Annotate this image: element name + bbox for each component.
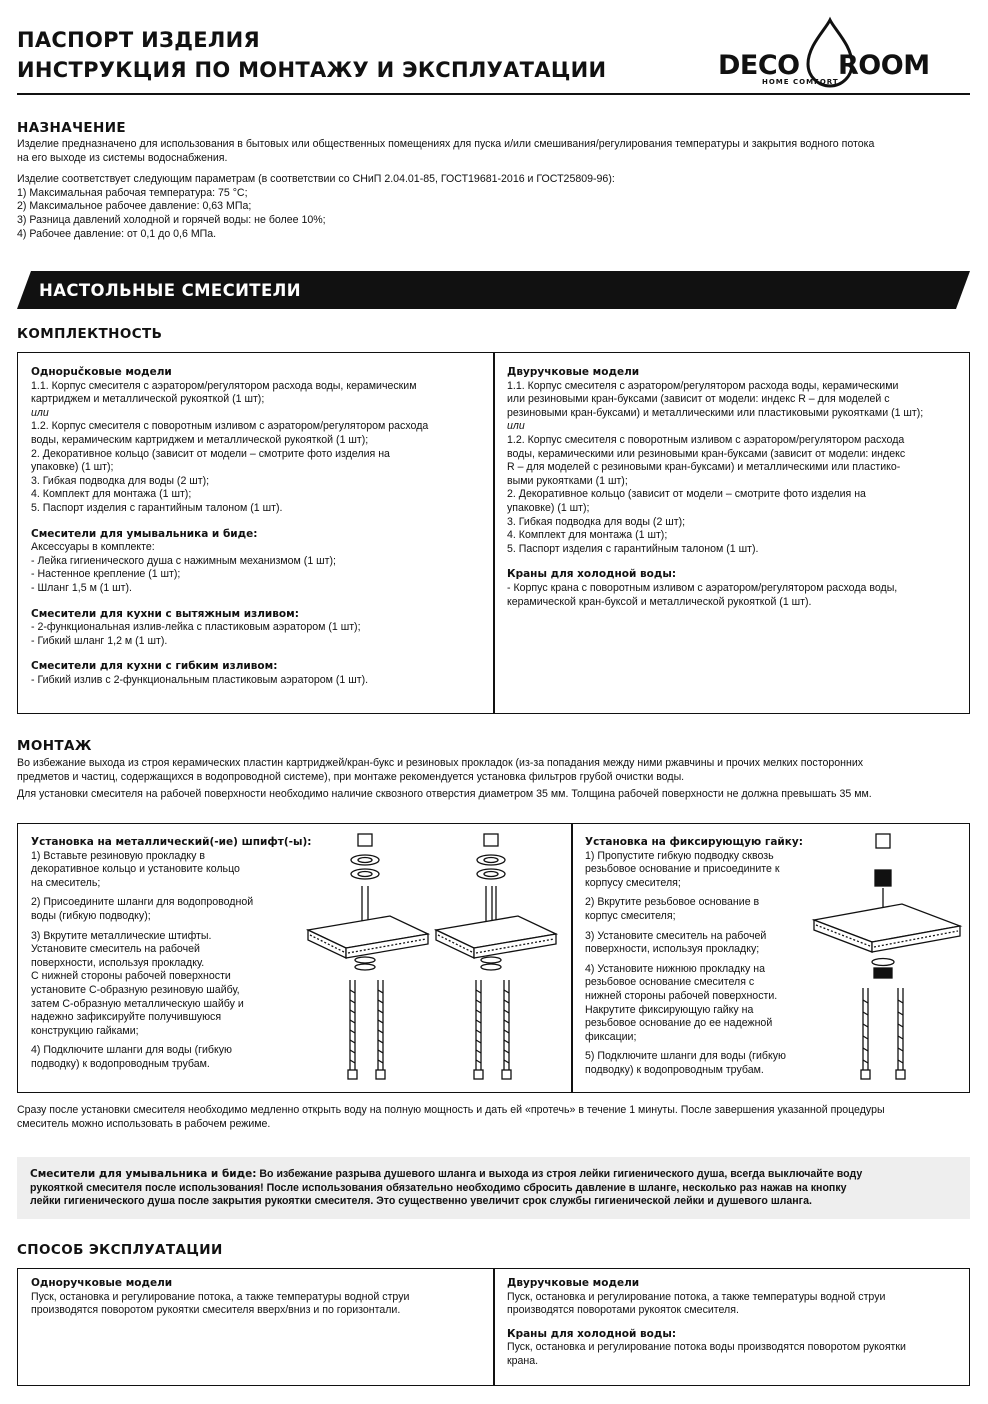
text-line: 1.2. Корпус смесителя с поворотным изливом с аэратором/регулятором расхода: [507, 433, 905, 446]
kit-basin-title: Смесители для умывальника и биде:: [31, 527, 258, 540]
text-line: подводку) к водопроводным трубам.: [31, 1057, 210, 1070]
stud-mount-illustration: [300, 830, 566, 1088]
text-line: 1) Вставьте резиновую прокладку в: [31, 849, 206, 862]
mount-nut-steps: [585, 836, 805, 1078]
text-line: Пуск, остановка и регулирование потока, а также температуры водной струи: [507, 1290, 886, 1303]
text-line: керамической кран-буксой и металлической рукояткой (1 шт).: [507, 595, 812, 608]
mount-text: [17, 757, 977, 802]
text-line: 4) Установите нижнюю прокладку на: [585, 962, 765, 975]
text-line: или резиновыми кран-буксами (зависит от модели: индекс R – для моделей с: [507, 393, 890, 406]
usage-divider: [493, 1268, 495, 1386]
text-line: - Настенное крепление (1 шт);: [31, 568, 181, 581]
text-line: С нижней стороны рабочей поверхности: [31, 970, 231, 983]
brand-logo: [712, 12, 952, 102]
text-line: - Лейка гигиенического душа с нажимным механизмом (1 шт);: [31, 554, 336, 567]
text-line: 1) Максимальная рабочая температура: 75 °С;: [17, 186, 248, 199]
usage-cold-title: Краны для холодной воды:: [507, 1327, 677, 1340]
text-line: 2. Декоративное кольцо (зависит от модели – смотрите фото изделия на: [31, 447, 390, 460]
text-line: или: [31, 406, 49, 419]
text-line: надежно зафиксируйте получившуюся: [31, 1011, 222, 1024]
text-line: Во избежание разрыва душевого шланга и выхода из строя лейки гигиенического душа, всегда выключайте воду: [256, 1168, 863, 1180]
text-line: 4. Комплект для монтажа (1 шт);: [31, 488, 192, 501]
mount-nut-title: Установка на фиксирующую гайку:: [585, 836, 803, 848]
text-line: на смеситель;: [31, 876, 101, 889]
text-line: - Гибкий излив с 2-функциональным пластиковым аэратором (1 шт).: [31, 673, 369, 686]
text-line: 3. Гибкая подводка для воды (2 шт);: [31, 474, 210, 487]
header-rule: [17, 93, 970, 95]
text-line: 3) Разница давлений холодной и горячей воды: не более 10%;: [17, 213, 326, 226]
text-line: 4. Комплект для монтажа (1 шт);: [507, 529, 668, 542]
text-line: затем С-образную металлическую шайбу и: [31, 997, 244, 1010]
usage-single-lever: [31, 1277, 489, 1318]
text-line: Аксессуары в комплекте:: [31, 541, 155, 554]
text-line: конструкцию гайками;: [31, 1024, 139, 1037]
text-line: Изделие предназначено для использования в бытовых или общественных помещениях для пуска и/или смешивания/регулирования температуры и закрытия водного потока: [17, 138, 875, 150]
text-line: предметов и частиц, содержащихся в водопроводной системе), при монтаже рекомендуется установка фильтров грубой очистки воды.: [17, 770, 685, 783]
document-title: ПАСПОРТ ИЗДЕЛИЯ: [17, 28, 260, 52]
logo-word-room: ROOM: [838, 50, 930, 81]
text-line: фиксации;: [585, 1030, 637, 1043]
kit-heading: КОМПЛЕКТНОСТЬ: [17, 326, 163, 342]
usage-heading: СПОСОБ ЭКСПЛУАТАЦИИ: [17, 1242, 223, 1258]
text-line: Сразу после установки смесителя необходимо медленно открыть воду на полную мощность и дать ей «протечь» в течение 1 минуты. После завершения указанной процедуры: [17, 1104, 885, 1116]
text-line: на его выходе из системы водоснабжения.: [17, 151, 228, 164]
kit-flex-title: Смесители для кухни с гибким изливом:: [31, 660, 278, 673]
text-line: 3) Вкрутите металлические штифты.: [31, 929, 212, 942]
text-line: нижней стороны рабочей поверхности.: [585, 989, 778, 1002]
text-line: Установите смеситель на рабочей: [31, 943, 200, 956]
kit-pull-title: Смесители для кухни с вытяжным изливом:: [31, 607, 299, 620]
usage-double-lever: [507, 1277, 967, 1369]
purpose-text: [17, 138, 977, 241]
usage-double-title: Двуручковые модели: [507, 1277, 640, 1289]
text-line: R – для моделей с резиновыми кран-буксами) и металлическими или пластико-: [507, 461, 901, 474]
kit-single-title: Однорučковые модели: [31, 366, 172, 378]
text-line: 1.2. Корпус смесителя с поворотным изливом с аэратором/регулятором расхода: [31, 420, 429, 433]
text-line: 3) Установите смеситель на рабочей: [585, 929, 767, 942]
text-line: 4) Рабочее давление: от 0,1 до 0,6 МПа.: [17, 227, 217, 240]
text-line: декоративное кольцо и установите кольцо: [31, 863, 240, 876]
text-line: воды (гибкую подводку);: [31, 909, 151, 922]
kit-divider: [493, 352, 495, 714]
text-line: воды, керамическими или резиновыми кран-буксами (зависит от модели: индекс: [507, 447, 906, 460]
banner-label: НАСТОЛЬНЫЕ СМЕСИТЕЛИ: [39, 281, 301, 300]
text-line: Накрутите фиксирующую гайку на: [585, 1003, 754, 1016]
text-line: производятся поворотами рукояток смесителя.: [507, 1304, 739, 1317]
text-line: 5) Подключите шланги для воды (гибкую: [585, 1050, 786, 1063]
mount-heading: МОНТАЖ: [17, 738, 92, 754]
text-line: рукояткой смесителя после использования! После использования обязательно необходимо сбросить давление в шланге, несколько раз нажав на кнопку: [30, 1181, 847, 1194]
mount-stud-title: Установка на металлический(-ие) шпифт(-ы):: [31, 836, 312, 848]
after-install-text: [17, 1104, 977, 1131]
text-line: корпус смесителя;: [585, 909, 676, 922]
kit-cold-title: Краны для холодной воды:: [507, 568, 677, 581]
text-line: лейки гигиенического душа после закрытия рукоятки смесителя. Это существенно увеличит срок службы гигиенической лейки и душевого шланга.: [30, 1195, 812, 1208]
text-line: 2) Вкрутите резьбовое основание в: [585, 896, 760, 909]
text-line: поверхности, используя прокладку.: [31, 956, 205, 969]
warning-lead: Смесители для умывальника и биде:: [30, 1168, 257, 1180]
text-line: резиновыми кран-буксами) и металлическими или пластиковыми рукоятками (1 шт);: [507, 406, 924, 419]
text-line: установите С-образную резиновую шайбу,: [31, 983, 240, 996]
text-line: 2. Декоративное кольцо (зависит от модели – смотрите фото изделия на: [507, 488, 866, 501]
text-line: 2) Присоедините шланги для водопроводной: [31, 896, 254, 909]
text-line: Пуск, остановка и регулирование потока воды производятся поворотом рукоятки: [507, 1341, 906, 1354]
warning-text: [30, 1168, 965, 1209]
text-line: воды, керамическим картриджем и металлической рукояткой (1 шт);: [31, 433, 369, 446]
kit-double-title: Двуручковые модели: [507, 366, 640, 378]
text-line: 1.1. Корпус смесителя с аэратором/регулятором расхода воды, керамическим: [31, 379, 417, 392]
text-line: - 2-функциональная излив-лейка с пластиковым аэратором (1 шт);: [31, 621, 361, 634]
text-line: производятся поворотом рукоятки смесителя вверх/вниз и по горизонтали.: [31, 1304, 401, 1317]
text-line: крана.: [507, 1354, 539, 1367]
text-line: упаковке) (1 шт);: [31, 461, 114, 474]
text-line: Пуск, остановка и регулирование потока, а также температуры водной струи: [31, 1290, 410, 1303]
text-line: 5. Паспорт изделия с гарантийным талоном (1 шт).: [31, 501, 283, 514]
text-line: упаковке) (1 шт);: [507, 501, 590, 514]
text-line: Для установки смесителя на рабочей поверхности необходимо наличие сквозного отверстия диаметром 35 мм. Толщина рабочей поверхности не должна превышать 35 мм.: [17, 788, 872, 801]
text-line: 3. Гибкая подводка для воды (2 шт);: [507, 515, 686, 528]
usage-single-title: Одноручковые модели: [31, 1277, 173, 1289]
text-line: 1) Пропустите гибкую подводку сквозь: [585, 849, 774, 862]
text-line: Изделие соответствует следующим параметрам (в соответствии со СНиП 2.04.01-85, ГОСТ19681-2016 и ГОСТ25809-96):: [17, 173, 615, 186]
section-banner: [17, 271, 970, 309]
text-line: 1.1. Корпус смесителя с аэратором/регулятором расхода воды, керамическими: [507, 379, 899, 392]
text-line: или: [507, 420, 525, 433]
text-line: 5. Паспорт изделия с гарантийным талоном (1 шт).: [507, 542, 759, 555]
text-line: смеситель можно использовать в рабочем режиме.: [17, 1117, 271, 1130]
kit-single-lever: [31, 366, 489, 687]
nut-mount-illustration: [808, 830, 966, 1088]
text-line: 2) Максимальное рабочее давление: 0,63 МПа;: [17, 200, 252, 213]
text-line: корпусу смесителя;: [585, 876, 681, 889]
purpose-heading: НАЗНАЧЕНИЕ: [17, 120, 127, 136]
text-line: 4) Подключите шланги для воды (гибкую: [31, 1044, 232, 1057]
text-line: - Шланг 1,5 м (1 шт).: [31, 581, 132, 594]
text-line: - Гибкий шланг 1,2 м (1 шт).: [31, 634, 168, 647]
text-line: резьбовое основание смесителя с: [585, 976, 755, 989]
document-subtitle: ИНСТРУКЦИЯ ПО МОНТАЖУ И ЭКСПЛУАТАЦИИ: [17, 58, 607, 82]
logo-tagline: HOME COMFORT: [762, 78, 839, 86]
kit-double-lever: [507, 366, 967, 609]
text-line: Во избежание выхода из строя керамических пластин картриджей/кран-букс и резиновых прокладок (из-за попадания между ними ржавчины и прочих мелких посторонних: [17, 757, 864, 769]
text-line: - Корпус крана с поворотным изливом с аэратором/регулятором расхода воды,: [507, 581, 898, 594]
text-line: резьбовое основание и присоедините к: [585, 863, 780, 876]
logo-word-deco: DECO: [718, 50, 800, 81]
mount-divider: [571, 823, 573, 1093]
mount-stud-steps: [31, 836, 312, 1072]
text-line: поверхности, используя прокладку;: [585, 943, 760, 956]
text-line: подводку) к водопроводным трубам.: [585, 1063, 764, 1076]
text-line: картриджем и металлической рукояткой (1 шт);: [31, 393, 265, 406]
text-line: резьбовое основание до ее надежной: [585, 1017, 773, 1030]
text-line: выми рукоятками (1 шт);: [507, 474, 628, 487]
